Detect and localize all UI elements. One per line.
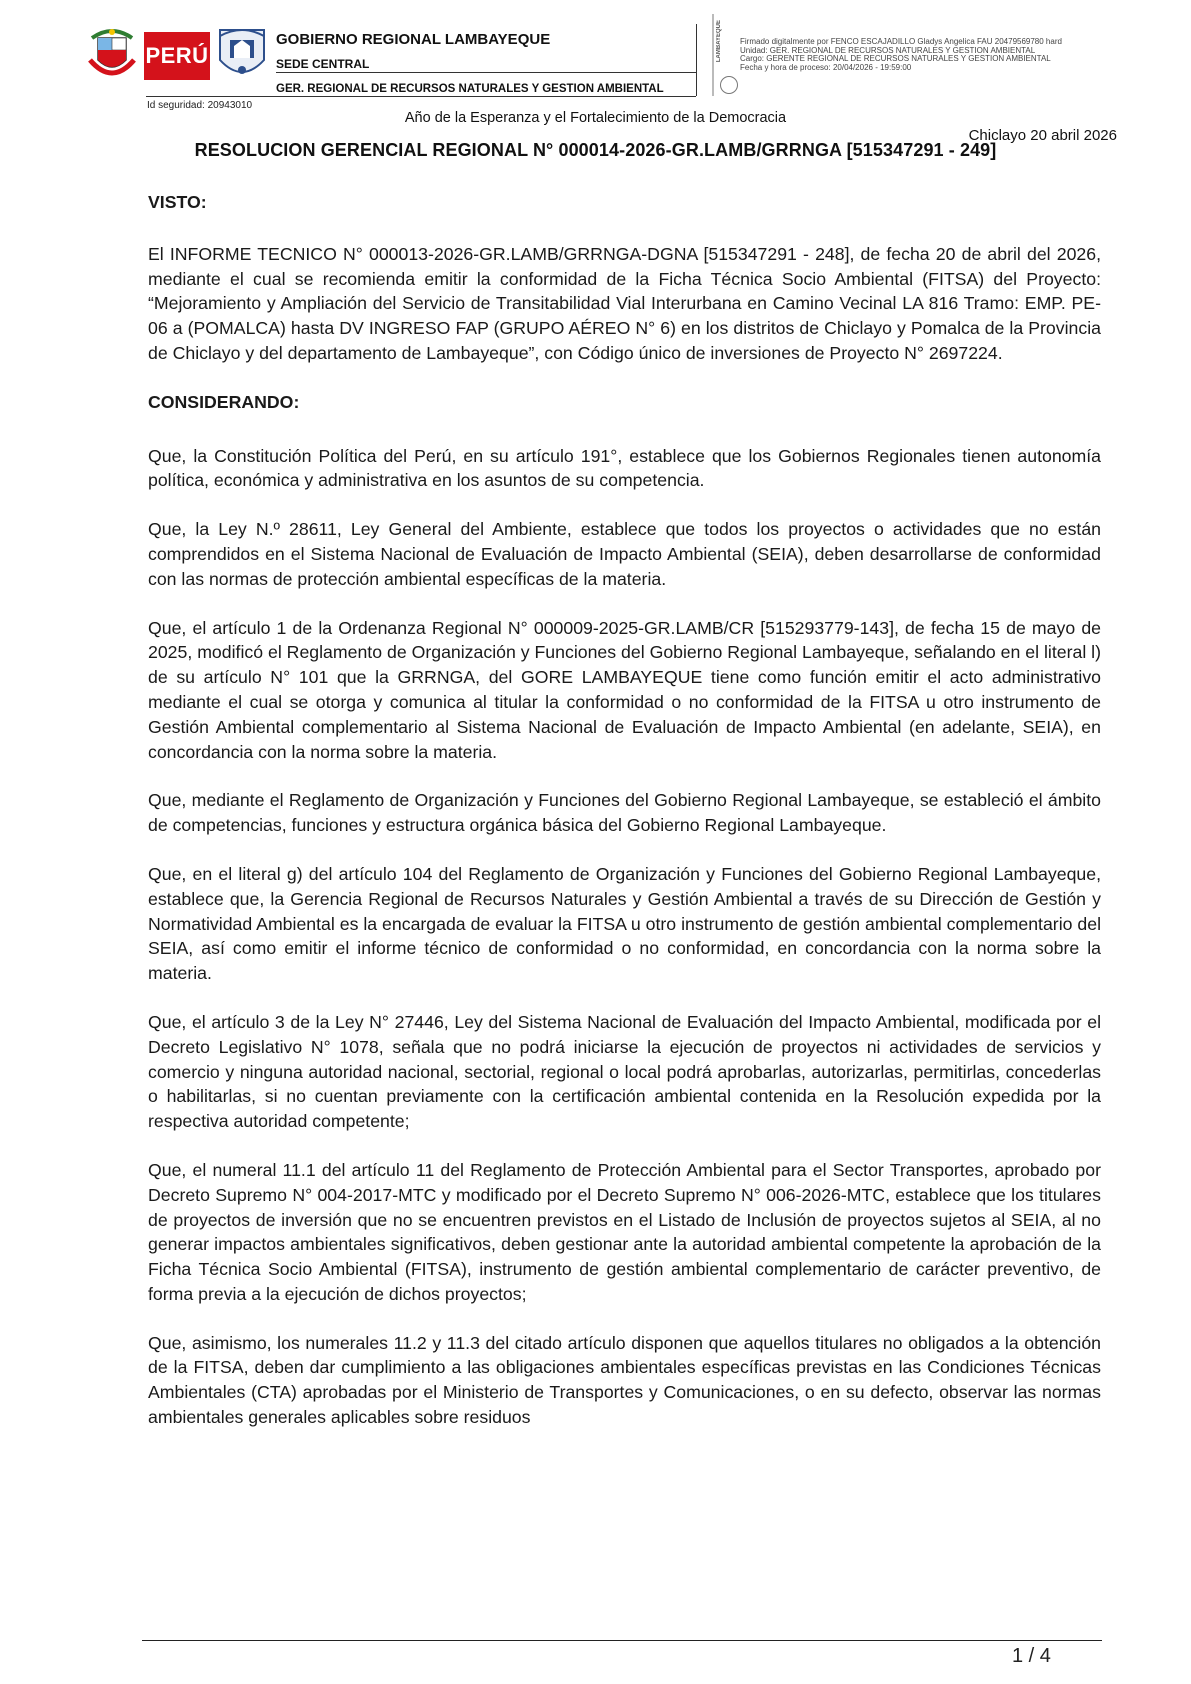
paragraph: Que, el numeral 11.1 del artículo 11 del Reglamento de Protección Ambiental para el Sector Transportes, aprobado por Decreto Supremo N° 004-2017-MTC y modificado por el Decreto Supremo N° 006-2026-MTC, establece que los titulares de proyectos de inversión que no se encuentren previstos en el Listado de Inclusión de proyectos sujetos al SEIA, al no generar impactos ambientales significativos, deben gestionar ante la autoridad ambiental competente la aprobación de la Ficha Técnica Socio Ambiental (FITSA), instrumento de gestión ambiental complementario de carácter preventivo, de forma previa a la ejecución de dichos proyectos; — [148, 1159, 1101, 1304]
organization-block — [276, 30, 664, 97]
lambayeque-crest-icon — [216, 22, 268, 86]
page-title: RESOLUCION GERENCIAL REGIONAL N° 000014-2026-GR.LAMB/GRRNGA [515347291 - 249] — [194, 140, 997, 160]
paragraph: Que, asimismo, los numerales 11.2 y 11.3 del citado artículo disponen que aquellos titulares no obligados a la obtención de la FITSA, deben dar cumplimiento a las obligaciones ambientales específicas previstas en las Condiciones Técnicas Ambientales (CTA) aprobadas por el Ministerio de Transportes y Comunicaciones, o en su defecto, observar las normas ambientales generales aplicables sobre residuos — [148, 1332, 1101, 1428]
document-date: Chiclayo 20 abril 2026 — [968, 127, 1117, 144]
signature-stamp — [712, 14, 738, 96]
signature-line: Cargo: GERENTE REGIONAL DE RECURSOS NATURALES Y GESTION AMBIENTAL — [740, 54, 1051, 64]
section-heading-visto: VISTO: — [148, 192, 207, 212]
org-site: SEDE CENTRAL — [276, 57, 370, 71]
signature-line: Fecha y hora de proceso: 20/04/2026 - 19:59:00 — [740, 62, 912, 72]
org-name: GOBIERNO REGIONAL LAMBAYEQUE — [276, 31, 551, 48]
page-number: 1 / 4 — [1012, 1645, 1051, 1667]
peru-logo: PERÚ — [144, 32, 210, 80]
seal-icon — [720, 76, 738, 94]
divider — [146, 96, 696, 97]
year-motto: Año de la Esperanza y el Fortalecimiento de la Democracia — [404, 110, 787, 126]
divider — [696, 24, 697, 96]
footer-divider — [142, 1640, 1102, 1641]
signature-line: Firmado digitalmente por FENCO ESCAJADILLO Gladys Angelica FAU 20479569780 hard — [740, 37, 1062, 46]
document-body — [148, 190, 1101, 1430]
paragraph: Que, mediante el Reglamento de Organización y Funciones del Gobierno Regional Lambayeque, se estableció el ámbito de competencias, funciones y estructura orgánica básica del Gobierno Regional Lambayeque. — [148, 790, 1101, 836]
paragraph: Que, la Ley N.º 28611, Ley General del Ambiente, establece que todos los proyectos o actividades que no están comprendidos en el Sistema Nacional de Evaluación de Impacto Ambiental (SEIA), deben desarrollarse de conformidad con las normas de protección ambiental específicas de la materia. — [148, 519, 1101, 589]
security-id: Id seguridad: 20943010 — [147, 100, 253, 111]
org-unit: GER. REGIONAL DE RECURSOS NATURALES Y GESTION AMBIENTAL — [276, 83, 664, 95]
signature-line: Unidad: GER. REGIONAL DE RECURSOS NATURALES Y GESTION AMBIENTAL — [740, 45, 1036, 55]
signature-stamp-label: LAMBAYEQUE — [716, 20, 722, 63]
paragraph-visto: El INFORME TECNICO N° 000013-2026-GR.LAMB/GRRNGA-DGNA [515347291 - 248], de fecha 20 de abril del 2026, mediante el cual se recomienda emitir la conformidad de la Ficha Técnica Socio Ambiental (FITSA) del Proyecto: “Mejoramiento y Ampliación del Servicio de Transitabilidad Vial Interurbana en Camino Vecinal LA 816 Tramo: EMP. PE-06 a (POMALCA) hasta DV INGRESO FAP (GRUPO AÉREO N° 6) en los distritos de Chiclayo y Pomalca de la Provincia de Chiclayo y del departamento de Lambayeque”, con Código único de inversiones de Proyecto N° 2697224. — [148, 243, 1101, 363]
paragraph: Que, el artículo 1 de la Ordenanza Regional N° 000009-2025-GR.LAMB/CR [515293779-143], de fecha 15 de mayo de 2025, modificó el Reglamento de Organización y Funciones del Gobierno Regional Lambayeque, señalando en el literal l) de su artículo N° 101 que la GRRNGA, del GORE LAMBAYEQUE tiene como función emitir el acto administrativo mediante el cual se otorga y comunica al titular la conformidad o no conformidad de la FITSA u otro instrumento de Gestión Ambiental complementario al Sistema Nacional de Evaluación de Impacto Ambiental (en adelante, SEIA), en concordancia con la norma sobre la materia. — [148, 617, 1101, 762]
divider — [276, 72, 696, 73]
paragraph: Que, la Constitución Política del Perú, en su artículo 191°, establece que los Gobiernos Regionales tienen autonomía política, económica y administrativa en los asuntos de su competencia. — [148, 445, 1101, 491]
paragraph: Que, el artículo 3 de la Ley N° 27446, Ley del Sistema Nacional de Evaluación del Impacto Ambiental, modificada por el Decreto Legislativo N° 1078, señala que no podrá iniciarse la ejecución de proyectos ni actividades de servicios y comercio y ninguna autoridad nacional, sectorial, regional o local podrá aprobarlas, autorizarlas, permitirlas, concederlas o habilitarlas, si no cuentan previamente con la certificación ambiental contenida en la Resolución expedida por la respectiva autoridad competente; — [148, 1011, 1101, 1132]
paragraph: Que, en el literal g) del artículo 104 del Reglamento de Organización y Funciones del Gobierno Regional Lambayeque, establece que, la Gerencia Regional de Recursos Naturales y Gestión Ambiental a través de su Dirección de Gestión y Normatividad Ambiental es la encargada de evaluar la FITSA u otro instrumento de gestión ambiental complementario del SEIA, así como emitir el informe técnico de conformidad o no conformidad, en concordancia con la norma sobre la materia. — [148, 863, 1101, 984]
section-heading-considerando: CONSIDERANDO: — [148, 391, 300, 412]
digital-signature — [740, 38, 1062, 72]
peru-coat-of-arms-icon — [84, 20, 140, 84]
